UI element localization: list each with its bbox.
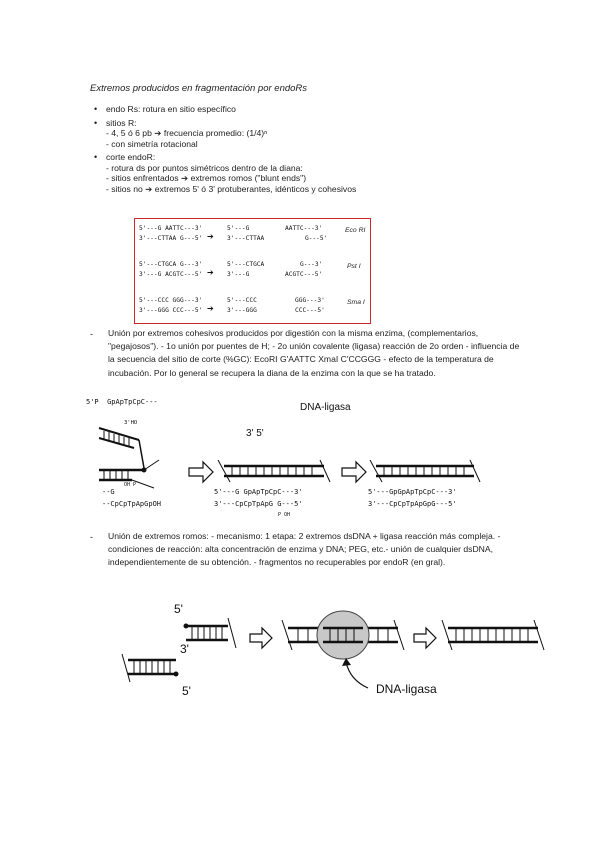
bullet-list <box>92 104 356 197</box>
enzyme-name: Pst I <box>347 263 361 270</box>
seq-mid-top: 5'---CTGCA <box>227 261 265 268</box>
list-dash: - <box>90 329 93 339</box>
small-label: OH P <box>124 482 137 488</box>
blunt-ligation-svg <box>118 598 558 723</box>
dna-fragment-icon <box>184 618 236 648</box>
enzyme-name: Eco RI <box>345 227 366 234</box>
end-label: 3' <box>180 642 189 656</box>
seq-small-label: 3'HO <box>124 420 138 426</box>
blunt-ends-paragraph: Unión de extremos romos: - mecanismo: 1 etapa: 2 extremos dsDNA + ligasa reacción más compleja. - condiciones de reacción: alta concentración de enzima y DNA; PEG, etc.- unión de cualquier dsDNA, independientemente de su obtención. - fragmentos no recuperables por endoR (en gral). <box>108 531 501 568</box>
dna-fragment-icon <box>370 460 480 482</box>
bullet-main: corte endoR: <box>106 152 156 162</box>
cohesive-ligation-diagram <box>84 398 524 523</box>
seq-left-top: 5'---G AATTC---3' <box>139 225 203 232</box>
process-arrow-icon <box>342 462 366 482</box>
seq-left-top: 5'---CTGCA G---3' <box>139 261 203 268</box>
ligase-label: DNA-ligasa <box>376 682 437 696</box>
seq-right-bottom: 3'---CpCpTpApGpG---5' <box>368 500 457 508</box>
seq-mid-top: 5'---G <box>227 225 250 232</box>
process-arrow-icon <box>250 628 272 648</box>
enzyme-name: Sma I <box>347 299 365 306</box>
dna-fragment-icon <box>218 460 330 482</box>
bullet-sub: - sitios enfrentados ➔ extremos romos ("blunt ends") <box>106 173 307 183</box>
seq-right-bottom: G---5' <box>305 235 328 242</box>
seq-right-bottom: CCC---5' <box>295 307 325 314</box>
bullet-main: endo Rs: rotura en sitio específico <box>106 104 236 114</box>
bullet-sub: - 4, 5 ó 6 pb ➔ frecuencia promedio: (1/4)ⁿ <box>106 128 268 138</box>
seq-left-bottom: 3'---CTTAA G---5' <box>139 235 203 242</box>
bullet-item <box>92 104 356 115</box>
bullet-sub: - con simetría rotacional <box>106 138 198 149</box>
pointer-arrow-icon <box>346 662 368 688</box>
dna-fragment-icon <box>122 654 178 682</box>
process-arrow-icon <box>414 628 436 648</box>
cohesive-ends-paragraph: Unión por extremos cohesivos producidos por digestión con la misma enzima, (complementarios, "pegajosos"). - 1o unión por puentes de H; - 2o unión covalente (ligasa) reacción de 2o orden - influencia de la secuencia del sitio de corte (%GC): EcoRI G'AATTC XmaI C'CCGGG - efecto de la temperatura de incubación. Por lo general se recupera la diana de la enzima con la que se ha tratado. <box>108 328 520 378</box>
seq-mid-top: 5'---G GpApTpCpC---3' <box>214 488 303 496</box>
seq-left-bottom: 3'---G ACGTC---5' <box>139 271 203 278</box>
seq-mid-bottom: 3'---CpCpTpApG G---5' <box>214 500 303 508</box>
seq-right-top: 5'---GpGpApTpCpC---3' <box>368 488 457 496</box>
bullet-item <box>92 152 356 194</box>
seq-right-bottom: ACGTC---5' <box>285 271 323 278</box>
arrow-icon: ➔ <box>207 232 214 241</box>
blunt-ligation-diagram <box>118 598 558 723</box>
end-label: 5' <box>182 684 191 698</box>
seq-right-top: AATTC---3' <box>285 225 323 232</box>
seq-left-bottom: 3'---GGG CCC---5' <box>139 307 203 314</box>
process-arrow-icon <box>189 462 213 482</box>
restriction-sites-box <box>134 218 371 324</box>
dna-fragment-icon <box>442 620 544 650</box>
seq-right-top: G---3' <box>300 261 323 268</box>
seq-mid-bottom: 3'---G <box>227 271 250 278</box>
bullet-item <box>92 118 356 150</box>
bullet-sub: - sitios no ➔ extremos 5' ó 3' protuberantes, idénticos y cohesivos <box>106 183 357 194</box>
seq-left-top: 5'---CCC GGG---3' <box>139 297 203 304</box>
seq-top-label: 5'P GpApTpCpC--- <box>86 398 158 406</box>
ends-label: 3' 5' <box>246 428 264 439</box>
arrow-icon: ➔ <box>207 304 214 313</box>
bullet-main: sitios R: <box>106 117 137 128</box>
ligase-label: DNA-ligasa <box>300 402 351 413</box>
list-dash: - <box>90 532 93 542</box>
seq-mid-bottom: 3'---GGG <box>227 307 257 314</box>
arrow-icon: ➔ <box>207 268 214 277</box>
bullet-sub: - rotura ds por puntos simétricos dentro de la diana: <box>106 162 303 173</box>
section-title: Extremos producidos en fragmentación por endoRs <box>90 83 308 94</box>
end-label: 5' <box>174 602 183 616</box>
seq-mid-bottom: 3'---CTTAA <box>227 235 265 242</box>
dna-fragment-icon <box>99 428 144 468</box>
seq-right-top: GGG---3' <box>295 297 325 304</box>
seq-left-bottom: --CpCpTpApGpOH <box>102 500 162 508</box>
small-label: P OH <box>278 512 291 518</box>
ligase-enzyme-icon <box>317 611 369 659</box>
seq-left-top: --G <box>102 488 115 496</box>
seq-mid-top: 5'---CCC <box>227 297 257 304</box>
